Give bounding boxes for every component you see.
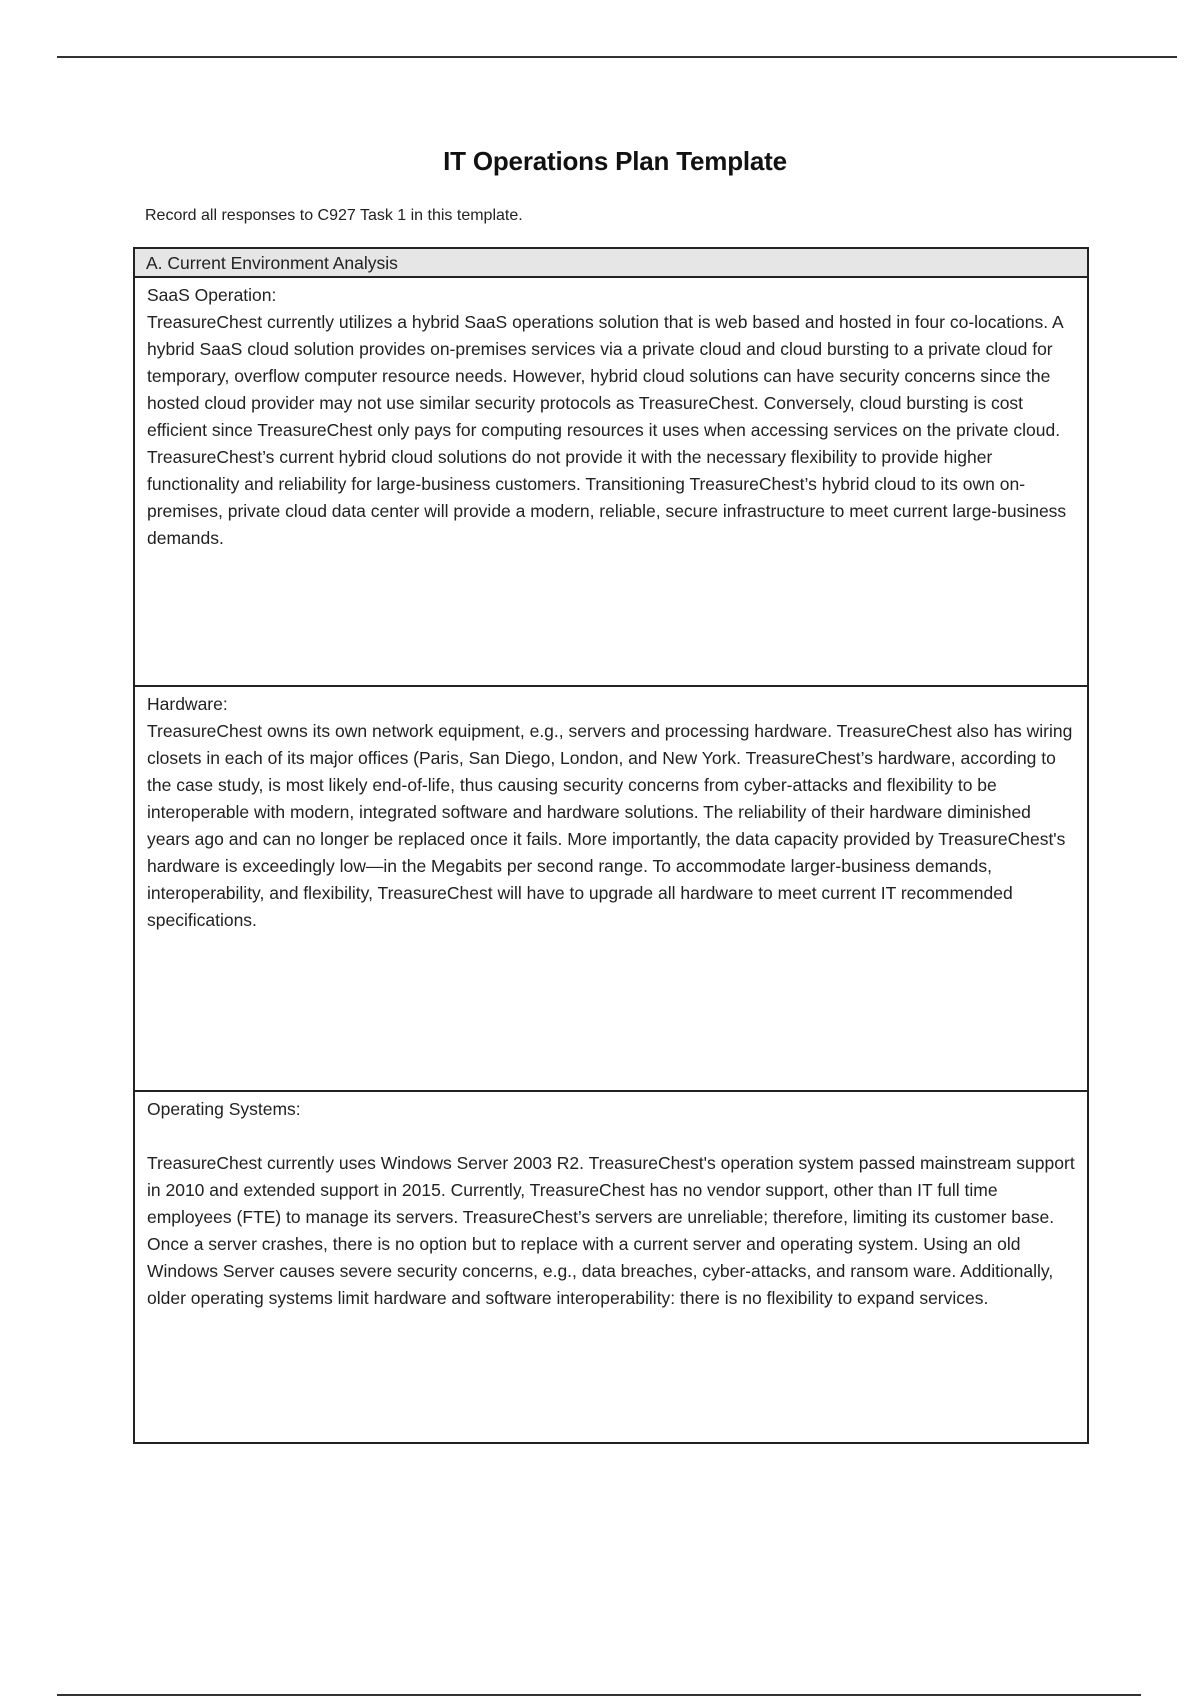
page-top-rule <box>57 56 1177 58</box>
hardware-section <box>135 685 1087 1090</box>
section-body-saas: TreasureChest currently utilizes a hybrid SaaS operations solution that is web based and hosted in four co-locations. A hybrid SaaS cloud solution provides on-premises services via a private cloud and cloud bursting to a private cloud for temporary, overflow computer resource needs. However, hybrid cloud solutions can have security concerns since the hosted cloud provider may not use similar security protocols as TreasureChest. Conversely, cloud bursting is cost efficient since TreasureChest only pays for computing resources it uses when accessing services on the private cloud. TreasureChest’s current hybrid cloud solutions do not provide it with the necessary flexibility to provide higher functionality and reliability for large-business customers. Transitioning TreasureChest’s hybrid cloud to its own on-premises, private cloud data center will provide a modern, reliable, secure infrastructure to meet current large-business demands. <box>147 312 1067 548</box>
section-body-operating-systems: TreasureChest currently uses Windows Server 2003 R2. TreasureChest's operation system passed mainstream support in 2010 and extended support in 2015. Currently, TreasureChest has no vendor support, other than IT full time employees (FTE) to manage its servers. TreasureChest’s servers are unreliable; therefore, limiting its customer base. Once a server crashes, there is no option but to replace with a current server and operating system. Using an old Windows Server causes severe security concerns, e.g., data breaches, cyber-attacks, and ransom ware. Additionally, older operating systems limit hardware and software interoperability: there is no flexibility to expand services. <box>147 1153 1075 1308</box>
table-header: A. Current Environment Analysis <box>135 249 1087 278</box>
section-body-hardware: TreasureChest owns its own network equipment, e.g., servers and processing hardware. TreasureChest also has wiring closets in each of its major offices (Paris, San Diego, London, and New York. TreasureChest’s hardware, according to the case study, is most likely end-of-life, thus causing security concerns from cyber-attacks and flexibility to be interoperable with modern, integrated software and hardware solutions. The reliability of their hardware diminished years ago and can no longer be replaced once it fails. More importantly, the data capacity provided by TreasureChest's hardware is exceedingly low—in the Megabits per second range. To accommodate larger-business demands, interoperability, and flexibility, TreasureChest will have to upgrade all hardware to meet current IT recommended specifications. <box>147 721 1073 930</box>
document-title: IT Operations Plan Template <box>443 146 787 176</box>
section-label-hardware: Hardware: <box>147 694 228 714</box>
instruction-text: Record all responses to C927 Task 1 in this template. <box>145 207 523 224</box>
section-label-saas: SaaS Operation: <box>147 285 277 305</box>
operating-systems-section <box>135 1090 1087 1442</box>
saas-operation-section <box>135 278 1087 685</box>
page-bottom-rule <box>57 1694 1141 1696</box>
section-label-operating-systems: Operating Systems: <box>147 1099 301 1119</box>
current-environment-table <box>133 247 1089 1444</box>
